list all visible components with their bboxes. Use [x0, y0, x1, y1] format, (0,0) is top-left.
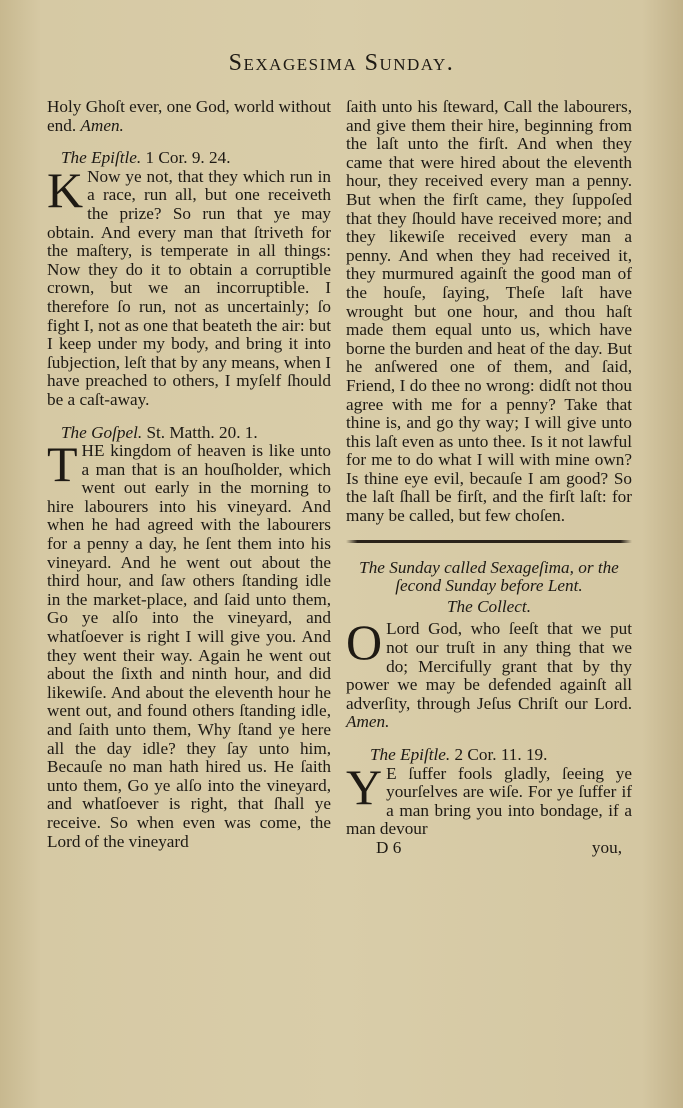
epistle2-reference: 2 Cor. 11. 19. — [454, 745, 548, 764]
epistle2-heading: The Epiſtle. 2 Cor. 11. 19. — [370, 745, 548, 764]
gospel-paragraph — [47, 436, 331, 851]
epistle-heading: The Epiſtle. 1 Cor. 9. 24. — [61, 148, 231, 168]
page-footer — [346, 839, 632, 858]
collect-text: Lord God, who ſeeſt that we put not our truſt in any thing that we do; Mercifully grant that by thy power we may be defended againſt all adverſity, through Jeſus Chriſt our Lord. — [346, 619, 632, 713]
collect-heading: The Collect. — [446, 596, 532, 616]
collect-amen: Amen. — [346, 712, 390, 732]
sunday-heading: The Sunday called Sexageſima, or the ſecond Sunday before Lent. — [359, 557, 619, 596]
epistle2-paragraph — [346, 758, 632, 839]
catchword: you, — [591, 837, 622, 857]
opening-text: Holy Ghoſt ever, one God, world without end. — [47, 97, 331, 135]
signature-mark: D 6 — [376, 837, 402, 857]
epistle-text: Now ye not, that they which run in a race, run all, but one receiveth the prize? So run that ye may obtain. And every man that ſtriveth for the maſtery, is temperate in all things: Now they do it to obtain a corruptible crown, but we an incorruptible. I therefore ſo run, not as uncertainly; ſo fight I, not as one that beateth the air: but I keep under my body, and bring it into ſubjection, leſt that by any means, when I have preached to others, I myſelf ſhould be a caſt-away. — [47, 166, 331, 409]
running-head: Sexagesima Sunday. — [228, 50, 455, 76]
gospel-dropcap: T — [47, 436, 78, 493]
right-column — [346, 98, 632, 858]
epistle2-dropcap: Y — [346, 758, 383, 815]
opening-amen: Amen. — [80, 115, 124, 135]
epistle-dropcap: K — [47, 161, 84, 218]
collect-paragraph — [346, 614, 632, 732]
collect-dropcap: O — [346, 614, 383, 671]
gospel-heading: The Goſpel. St. Matth. 20. 1. — [61, 422, 258, 442]
epistle-paragraph — [47, 161, 331, 410]
section-divider — [346, 540, 632, 543]
left-column — [47, 98, 331, 851]
opening-paragraph — [47, 98, 331, 135]
gospel-reference: St. Matth. 20. 1. — [146, 422, 258, 442]
epistle-reference: 1 Cor. 9. 24. — [145, 148, 231, 168]
gospel-continuation: ſaith unto his ſteward, Call the labourers, and give them their hire, beginning from the laſt unto the firſt. And when they came that were hired about the eleventh hour, they received every man a penny. But when the firſt came, they ſuppoſed that they ſhould have received more; and they likewiſe received every man a penny. And when they had received it, they murmured againſt the good man of the houſe, ſaying, Theſe laſt have wrought but one hour, and thou haſt made them equal unto us, which have borne the burden and heat of the day. But he anſwered one of them, and ſaid, Friend, I do thee no wrong: didſt not thou agree with me for a penny? Take that thine is, and go thy way; I will give unto this laſt even as unto thee. Is it not lawful for me to do what I will with mine own? Is thine eye evil, becauſe I am good? So the laſt ſhall be firſt, and the firſt laſt: for many be called, but few choſen. — [346, 97, 632, 526]
gospel-text: HE kingdom of heaven is like unto a man that is an houſholder, which went out early in the morning to hire labourers into his vineyard. And when he had agreed with the labourers for a penny a day, he ſent them into his vineyard. And he went out about the third hour, and ſaw others ſtanding idle in the market-place, and ſaid unto them, Go ye alſo into the vineyard, and whatſoever is right I will give you. And they went their way. Again he went out about the ſixth and ninth hour, and did likewiſe. And about the eleventh hour he went out, and found others ſtanding idle, and ſaith unto them, Why ſtand ye here all the day idle? they ſay unto him, Becauſe no man hath hired us. He ſaith unto them, Go ye alſo into the vineyard, and whatſoever is right, that ſhall ye receive. So when even was come, the Lord of the vineyard — [47, 441, 331, 851]
epistle2-text: E ſuffer fools gladly, ſeeing ye yourſelves are wiſe. For ye ſuffer if a man bring you into bondage, if a man devour — [346, 763, 632, 839]
